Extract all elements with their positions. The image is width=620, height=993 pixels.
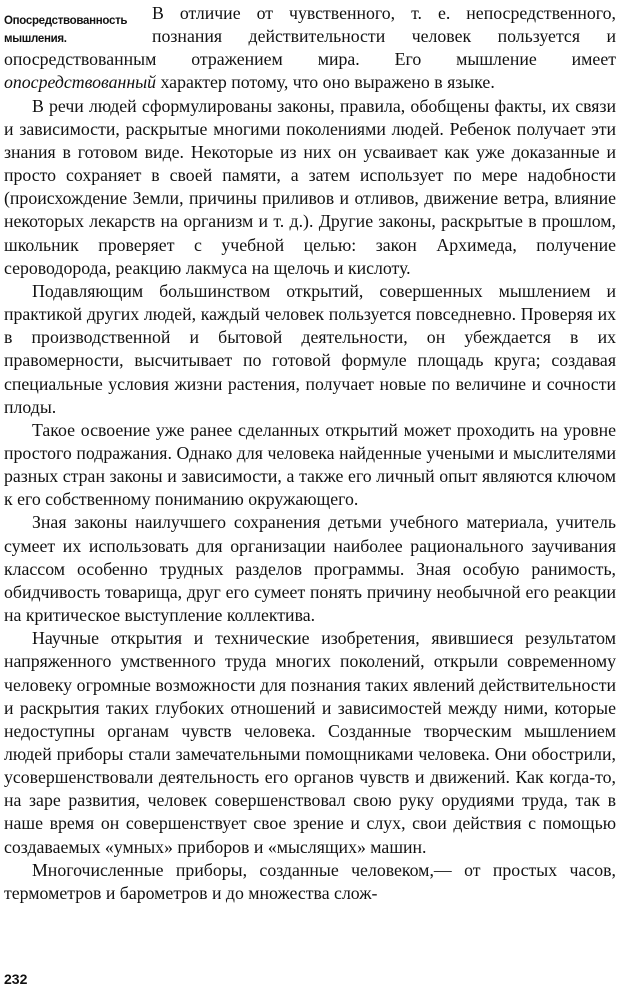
paragraph-4: Такое освоение уже ранее сделанных открытий может проходить на уровне простого подражания. Однако для человека найденные учеными и мыслителями разных стран законы и зависимости, а также его личный опыт являются ключом к его собственному пониманию окружающего. [4, 419, 616, 510]
paragraph-5: Зная законы наилучшего сохранения детьми учебного материала, учитель сумеет их использовать для организации наиболее рационального заучивания классом особенно трудных разделов программы. Зная особую ранимость, обидчивость товарища, друг его сумеет понять причину необычной его реакции на критическое выступление коллектива. [4, 512, 616, 626]
paragraph-3: Подавляющим большинством открытий, совершенных мышлением и практикой других людей, каждый человек пользуется повседневно. Проверяя их в производственной и бытовой деятельности, он убеждается в их правомерности, высчитывает по готовой формуле площадь круга; создавая специальные условия жизни растения, получает новые по величине и сочности плоды. [4, 280, 616, 417]
book-page [4, 2, 616, 991]
page-number: 232 [4, 971, 28, 987]
paragraph-1-text-a: В отличие от чувственного, т. е. непосредственного, познания действительности человек пользуется и опосредствованным отражением мира. Его мышление имеет [4, 3, 616, 70]
italic-term: опосредствованный [4, 72, 157, 93]
paragraph-2: В речи людей сформулированы законы, правила, обобщены факты, их связи и зависимости, раскрытые многими поколениями людей. Ребенок получает эти знания в готовом виде. Некоторые из них он усваивает как уже доказанные и просто сохраняет в своей памяти, а затем использует по мере надобности (происхождение Земли, причины приливов и отливов, движение ветра, влияние некоторых лекарств на организм и т. д.). Другие законы, раскрытые в прошлом, школьник проверяет с учебной целью: закон Архимеда, получение сероводорода, реакцию лакмуса на щелочь и кислоту. [4, 95, 616, 278]
paragraph-6: Научные открытия и технические изобретения, явившиеся результатом напряженного умственного труда многих поколений, открыли современному человеку огромные возможности для познания таких явлений действительности и раскрытия таких глубоких отношений и зависимостей между ними, которые недоступны органам чувств человека. Созданные творческим мышлением людей приборы стали замечательными помощниками человека. Они обострили, усовершенствовали деятельность его органов чувств и движений. Как когда-то, на заре развития, человек совершенствовал свою руку орудиями труда, так в наше время он совершенствует свое зрение и слух, свои действия с помощью создаваемых «умных» приборов и «мыслящих» машин. [4, 628, 616, 857]
paragraph-1-text-b: характер потому, что оно выражено в языке. [156, 72, 495, 93]
margin-note: Опосредствованность мышления. [4, 15, 128, 45]
paragraph-7: Многочисленные приборы, созданные человеком,— от простых часов, термометров и барометров и до множества слож- [4, 859, 616, 903]
